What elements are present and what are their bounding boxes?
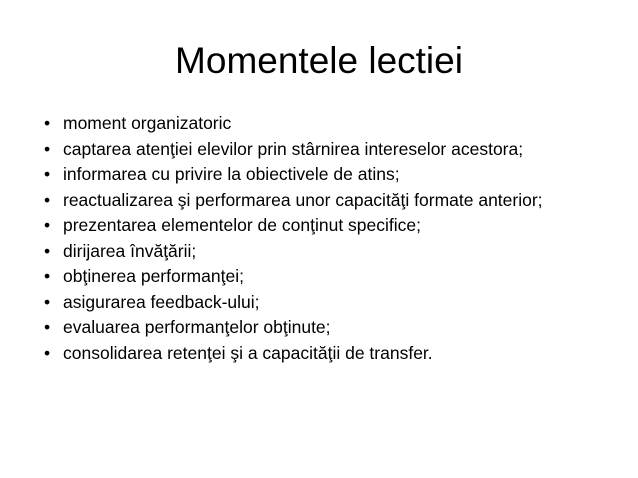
bullet-list — [44, 112, 604, 367]
list-item — [44, 112, 604, 135]
list-item-text: asigurarea feedback-ului; — [63, 291, 260, 312]
list-item-text: moment organizatoric — [63, 113, 232, 133]
list-item — [44, 316, 604, 339]
bullet-dot-icon: • — [44, 164, 51, 184]
bullet-dot-icon: • — [44, 113, 51, 133]
list-item-text: prezentarea elementelor de conţinut specifice; — [63, 215, 421, 235]
list-item-text: obţinerea performanţei; — [63, 266, 244, 286]
bullet-dot-icon: • — [44, 266, 51, 286]
list-item — [44, 138, 604, 161]
list-item-text: consolidarea retenţei şi a capacităţii de transfer. — [63, 342, 433, 363]
list-item — [44, 342, 604, 365]
bullet-dot-icon: • — [44, 138, 51, 159]
list-item — [44, 189, 604, 212]
bullet-dot-icon: • — [44, 342, 51, 363]
list-item-text: reactualizarea şi performarea unor capacităţi formate anterior; — [63, 189, 543, 210]
list-item — [44, 291, 604, 314]
list-item — [44, 163, 604, 186]
bullet-dot-icon: • — [44, 189, 51, 210]
slide-title: Momentele lectiei — [175, 40, 463, 81]
bullet-dot-icon: • — [44, 240, 51, 261]
list-item-text: captarea atenţiei elevilor prin stârnirea intereselor acestora; — [63, 138, 524, 159]
bullet-dot-icon: • — [44, 291, 51, 312]
list-item — [44, 214, 604, 237]
list-item-text: informarea cu privire la obiectivele de atins; — [63, 164, 400, 184]
bullet-dot-icon: • — [44, 317, 51, 337]
list-item — [44, 265, 604, 288]
list-item-text: dirijarea învăţării; — [63, 240, 197, 261]
list-item-text: evaluarea performanţelor obţinute; — [63, 317, 331, 337]
list-item — [44, 240, 604, 263]
bullet-dot-icon: • — [44, 215, 51, 235]
